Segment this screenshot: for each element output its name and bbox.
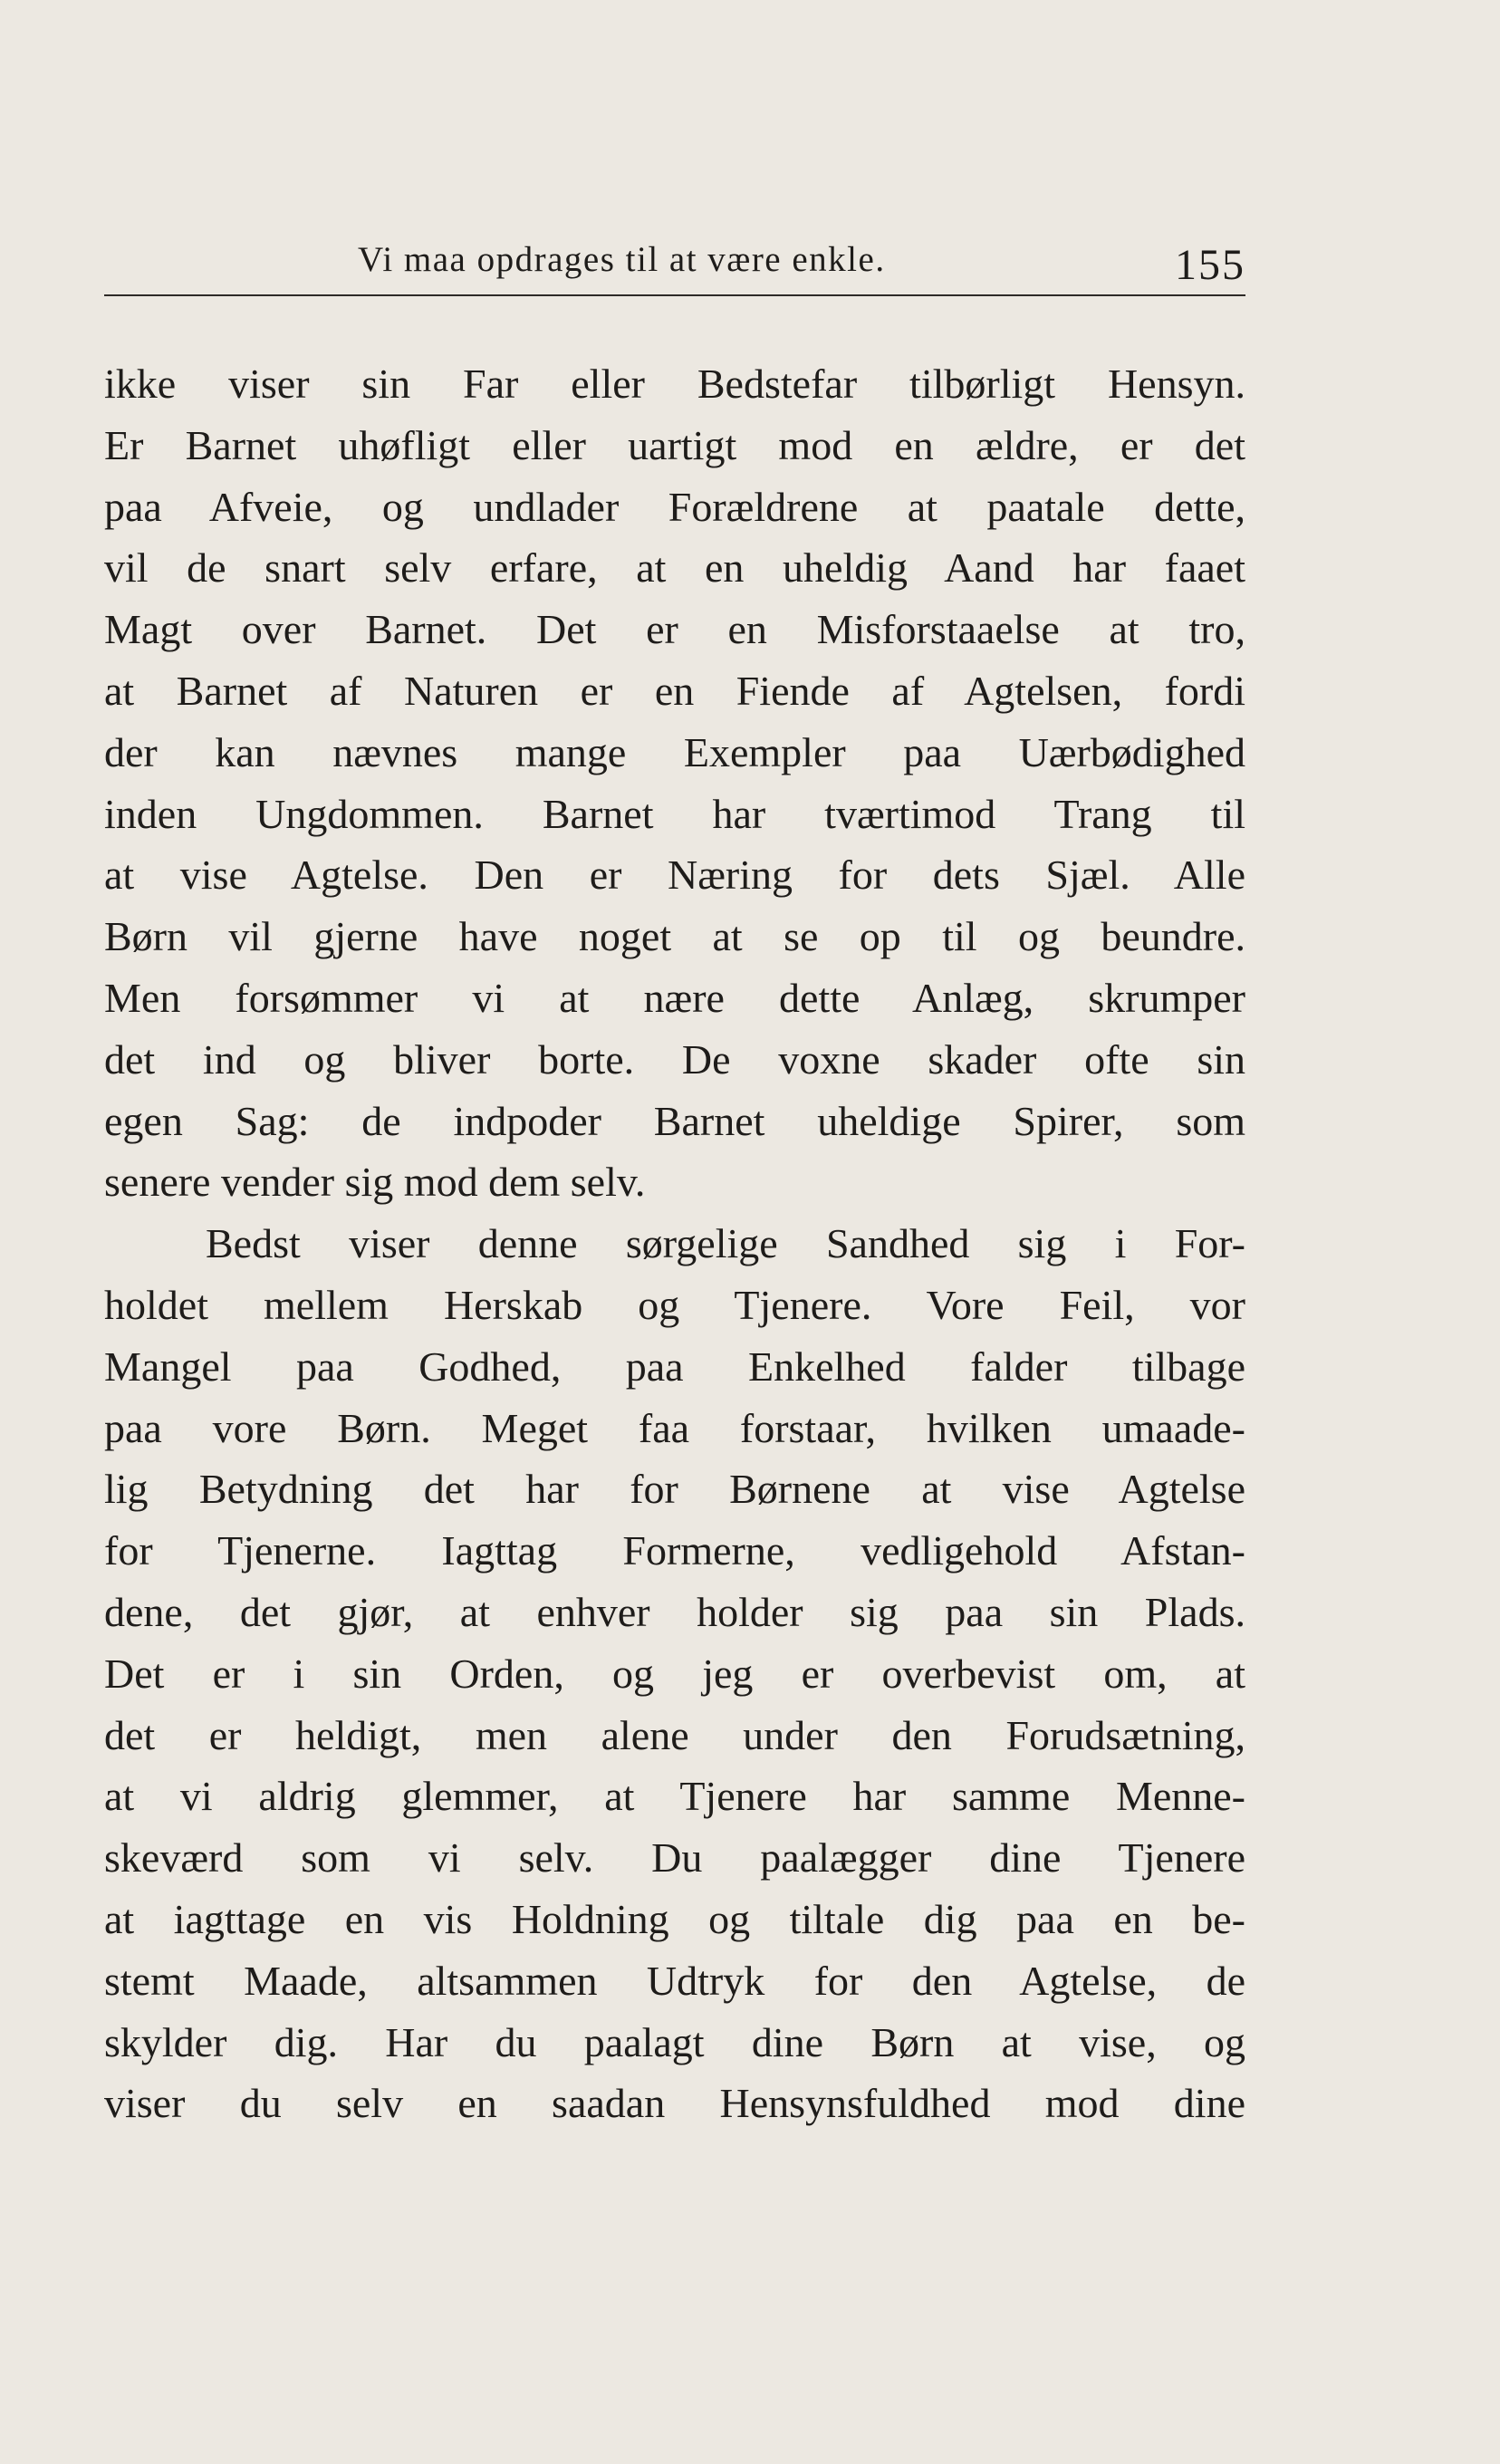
text-line: at vi aldrig glemmer, at Tjenere har samme Menne-: [104, 1773, 1245, 1820]
text-line: det ind og bliver borte. De voxne skader ofte sin: [104, 1035, 1245, 1083]
running-head: [104, 231, 1245, 303]
text-line: skeværd som vi selv. Du paalægger dine Tjenere: [104, 1834, 1245, 1882]
header-rule: [104, 294, 1245, 296]
running-title: Vi maa opdrages til at være enkle.: [358, 240, 886, 279]
text-line: Magt over Barnet. Det er en Misforstaaelse at tro,: [104, 606, 1245, 653]
text-line: inden Ungdommen. Barnet har tværtimod Trang til: [104, 790, 1245, 837]
text-line: paa vore Børn. Meget faa forstaar, hvilken umaade-: [104, 1404, 1245, 1451]
text-line: Mangel paa Godhed, paa Enkelhed falder tilbage: [104, 1343, 1245, 1390]
text-line: holdet mellem Herskab og Tjenere. Vore Feil, vor: [104, 1281, 1245, 1328]
text-line: for Tjenerne. Iagttag Formerne, vedligehold Afstan-: [104, 1527, 1245, 1574]
text-line: dene, det gjør, at enhver holder sig paa sin Plads.: [104, 1588, 1245, 1635]
text-line: Er Barnet uhøfligt eller uartigt mod en ældre, er det: [104, 421, 1245, 468]
text-line: der kan nævnes mange Exempler paa Uærbødighed: [104, 728, 1245, 775]
text-line: paa Afveie, og undlader Forældrene at paatale dette,: [104, 483, 1245, 530]
text-line: lig Betydning det har for Børnene at vise Agtelse: [104, 1466, 1245, 1513]
text-line: at vise Agtelse. Den er Næring for dets Sjæl. Alle: [104, 852, 1245, 899]
text-line: at Barnet af Naturen er en Fiende af Agtelsen, fordi: [104, 667, 1245, 714]
paragraph-first-line: Bedst viser denne sørgelige Sandhed sig i For-: [206, 1220, 1245, 1267]
text-line: Men forsømmer vi at nære dette Anlæg, skrumper: [104, 974, 1245, 1021]
text-line: ikke viser sin Far eller Bedstefar tilbørligt Hensyn.: [104, 361, 1245, 407]
text-line: stemt Maade, altsammen Udtryk for den Agtelse, de: [104, 1957, 1245, 2004]
text-line: egen Sag: de indpoder Barnet uheldige Spirer, som: [104, 1097, 1245, 1144]
paragraph-end-line: senere vender sig mod dem selv.: [104, 1159, 646, 1206]
text-line: Børn vil gjerne have noget at se op til og beundre.: [104, 913, 1245, 960]
text-line: viser du selv en saadan Hensynsfuldhed mod dine: [104, 2080, 1245, 2127]
text-line: skylder dig. Har du paalagt dine Børn at vise, og: [104, 2018, 1245, 2065]
page-number: 155: [1175, 241, 1245, 289]
text-line: vil de snart selv erfare, at en uheldig Aand har faaet: [104, 544, 1245, 592]
text-line: det er heldigt, men alene under den Forudsætning,: [104, 1711, 1245, 1758]
body-text: [104, 353, 1245, 2134]
text-line: at iagttage en vis Holdning og tiltale dig paa en be-: [104, 1895, 1245, 1942]
text-line: Det er i sin Orden, og jeg er overbevist om, at: [104, 1650, 1245, 1697]
